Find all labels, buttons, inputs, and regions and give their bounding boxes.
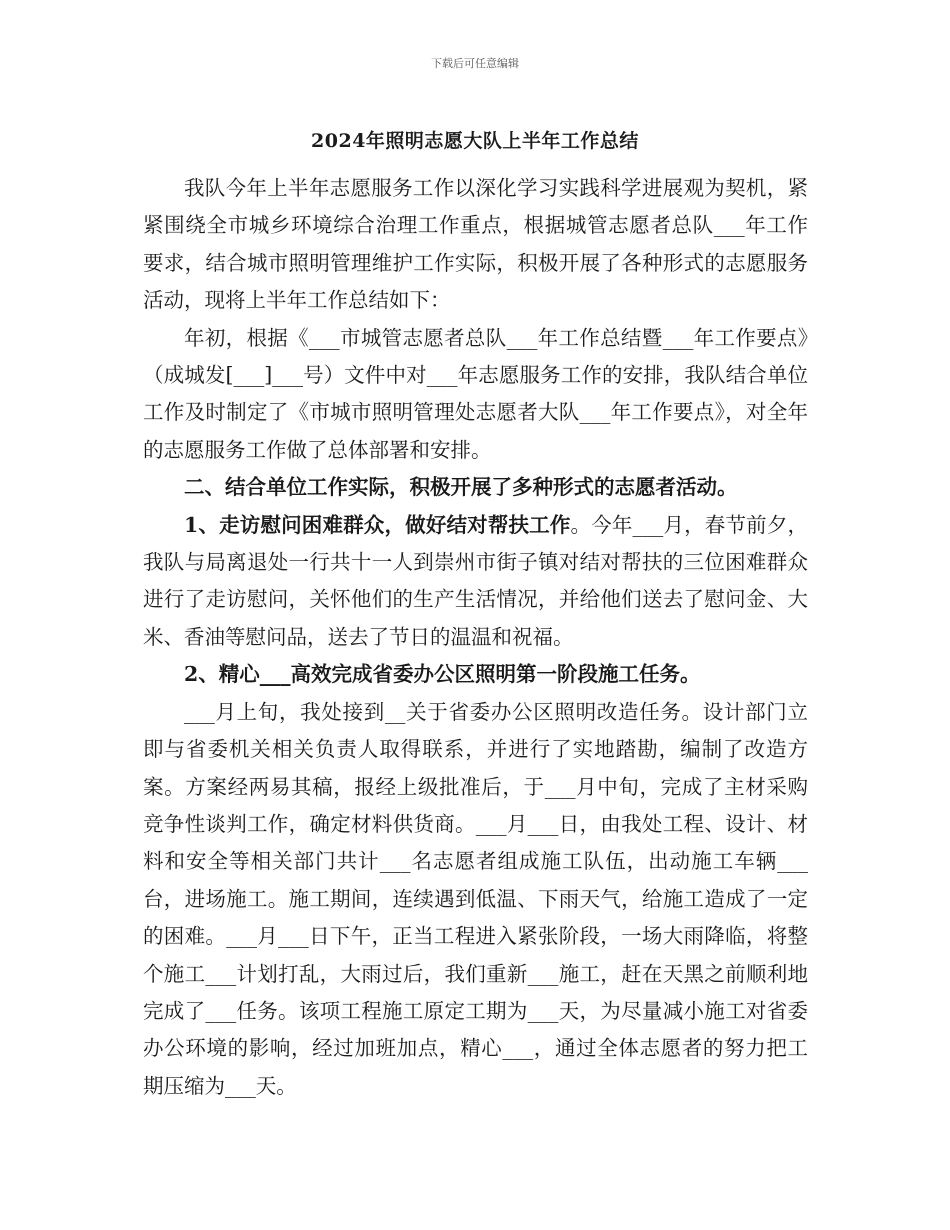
section1-text: 。今年___月，春节前夕，我队与局离退处一行共十一人到崇州市街子镇对结对帮扶的三位困难群众进行了走访慰问，关怀他们的生产生活情况，并给他们送去了慰问金、大米、香油等慰问品，送去了节日的温温和祝福。 — [143, 512, 808, 649]
plan-paragraph: 年初，根据《___市城管志愿者总队___年工作总结暨___年工作要点》（成城发[___]___号）文件中对___年志愿服务工作的安排，我队结合单位工作及时制定了《市城市照明管理处志愿者大队___年工作要点》，对全年的志愿服务工作做了总体部署和安排。 — [143, 325, 808, 462]
header-note: 下载后可任意编辑 — [431, 57, 519, 70]
document-title: 2024年照明志愿大队上半年工作总结 — [311, 130, 639, 152]
section1-paragraph — [143, 507, 808, 657]
intro-paragraph: 我队今年上半年志愿服务工作以深化学习实践科学进展观为契机，紧紧围绕全市城乡环境综合治理工作重点，根据城管志愿者总队___年工作要求，结合城市照明管理维护工作实际，积极开展了各种形式的志愿服务活动，现将上半年工作总结如下： — [143, 176, 808, 313]
section2-heading: 2、精心___高效完成省委办公区照明第一阶段施工任务。 — [184, 662, 701, 687]
section-heading: 二、结合单位工作实际，积极开展了多种形式的志愿者活动。 — [184, 475, 738, 500]
document-body — [143, 170, 808, 1105]
section1-lead: 1、走访慰问困难群众，做好结对帮扶工作 — [184, 512, 571, 537]
section2-paragraph: ___月上旬，我处接到__关于省委办公区照明改造任务。设计部门立即与省委机关相关负责人取得联系，并进行了实地踏勘，编制了改造方案。方案经两易其稿，报经上级批准后，于___月中旬，完成了主材采购竞争性谈判工作，确定材料供货商。___月___日，由我处工程、设计、材料和安全等相关部门共计___名志愿者组成施工队伍，出动施工车辆___台，进场施工。施工期间，连续遇到低温、下雨天气，给施工造成了一定的困难。___月___日下午，正当工程进入紧张阶段，一场大雨降临，将整个施工___计划打乱，大雨过后，我们重新___施工，赶在天黑之前顺利地完成了___任务。该项工程施工原定工期为___天，为尽量减小施工对省委办公环境的影响，经过加班加点，精心___，通过全体志愿者的努力把工期压缩为___天。 — [143, 699, 808, 1098]
